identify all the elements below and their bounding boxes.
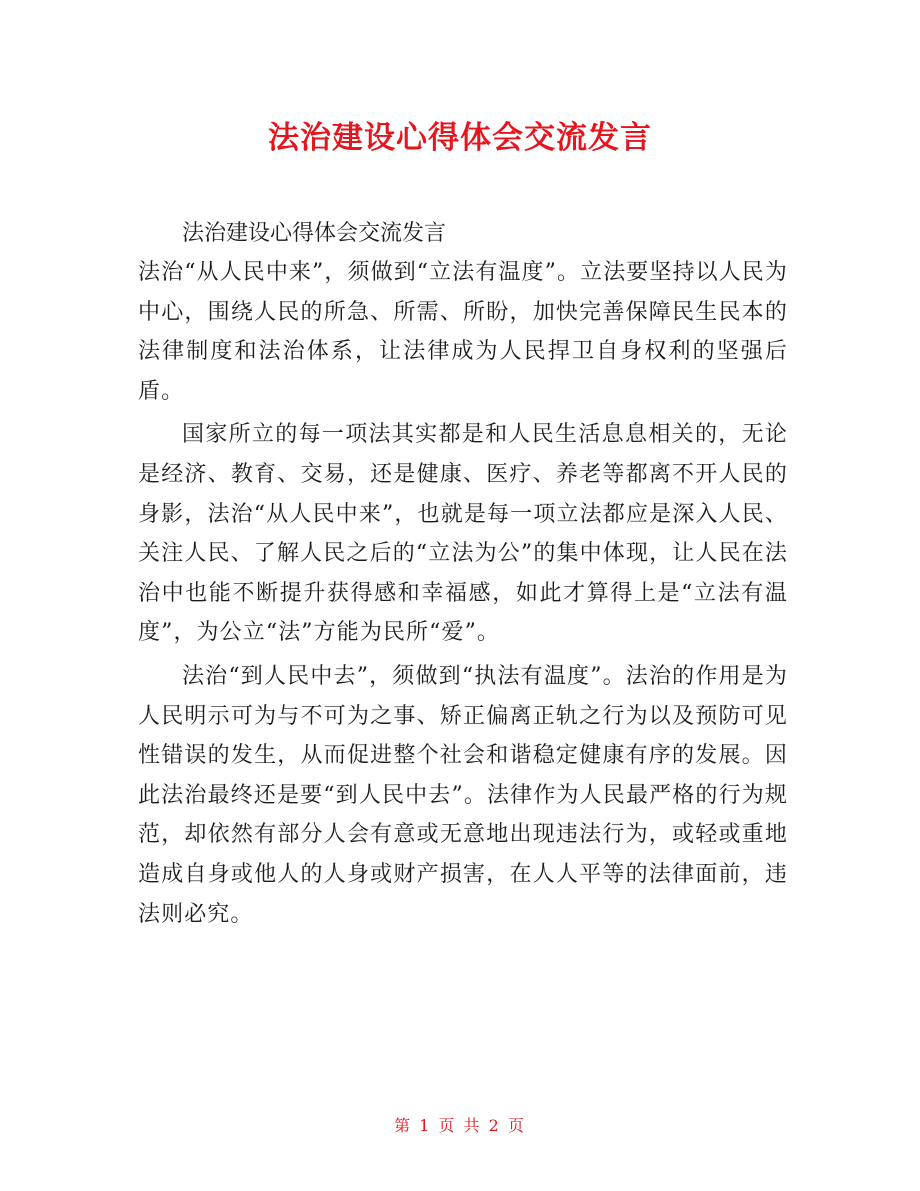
paragraph-1: 法治“从人民中来”，须做到“立法有温度”。立法要坚持以人民为中心，围绕人民的所急、所需、所盼，加快完善保障民生民本的法律制度和法治体系，让法律成为人民捍卫自身权利的坚强后盾。 xyxy=(138,260,788,404)
paragraph-3: 法治“到人民中去”，须做到“执法有温度”。法治的作用是为人民明示可为与不可为之事、矫正偏离正轨之行为以及预防可见性错误的发生，从而促进整个社会和谐稳定健康有序的发展。因此法治最终还是要“到人民中去”。法律作为人民最严格的行为规范，却依然有部分人会有意或无意地出现违法行为，或轻或重地造成自身或他人的人身或财产损害，在人人平等的法律面前，违法则必究。 xyxy=(138,663,788,927)
document-title: 法治建设心得体会交流发言 xyxy=(268,120,652,156)
paragraph-2: 国家所立的每一项法其实都是和人民生活息息相关的，无论是经济、教育、交易，还是健康、医疗、养老等都离不开人民的身影，法治“从人民中来”，也就是每一项立法都应是深入人民、关注人民、了解人民之后的“立法为公”的集中体现，让人民在法治中也能不断提升获得感和幸福感，如此才算得上是“立法有温度”，为公立“法”方能为民所“爱”。 xyxy=(138,422,788,646)
document-body xyxy=(138,214,788,934)
page-number-footer: 第 1 页 共 2 页 xyxy=(394,1116,526,1135)
document-subtitle: 法治建设心得体会交流发言 xyxy=(182,221,447,246)
